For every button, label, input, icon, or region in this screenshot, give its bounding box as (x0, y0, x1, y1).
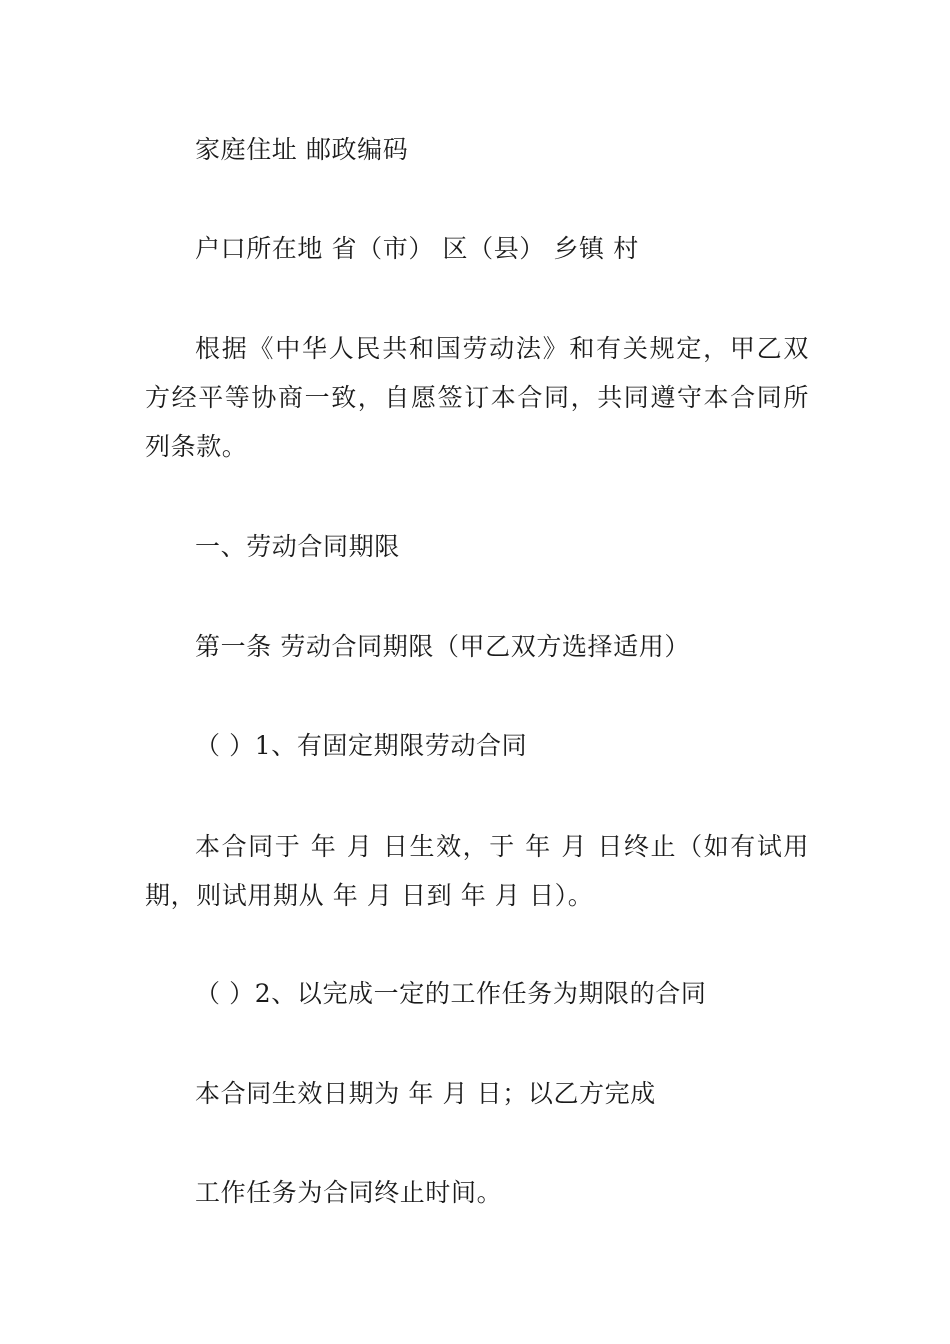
option-fixed-term: （ ）1、有固定期限劳动合同 (195, 731, 528, 760)
section-heading-contract-term: 一、劳动合同期限 (195, 532, 400, 561)
option-task-based-term: （ ）2、以完成一定的工作任务为期限的合同 (195, 979, 707, 1008)
task-based-effective-date: 本合同生效日期为 年 月 日；以乙方完成 (195, 1079, 656, 1108)
household-registration-line: 户口所在地 省（市） 区（县） 乡镇 村 (195, 234, 639, 263)
fixed-term-dates-paragraph: 本合同于 年 月 日生效，于 年 月 日终止（如有试用期，则试用期从 年 月 日到 年 月 日）。 (145, 832, 809, 910)
address-postcode-line: 家庭住址 邮政编码 (195, 135, 409, 164)
preamble-paragraph: 根据《中华人民共和国劳动法》和有关规定，甲乙双方经平等协商一致，自愿签订本合同，共同遵守本合同所列条款。 (145, 334, 809, 461)
task-completion-termination: 工作任务为合同终止时间。 (195, 1178, 503, 1207)
article-one-heading: 第一条 劳动合同期限（甲乙双方选择适用） (195, 632, 690, 661)
